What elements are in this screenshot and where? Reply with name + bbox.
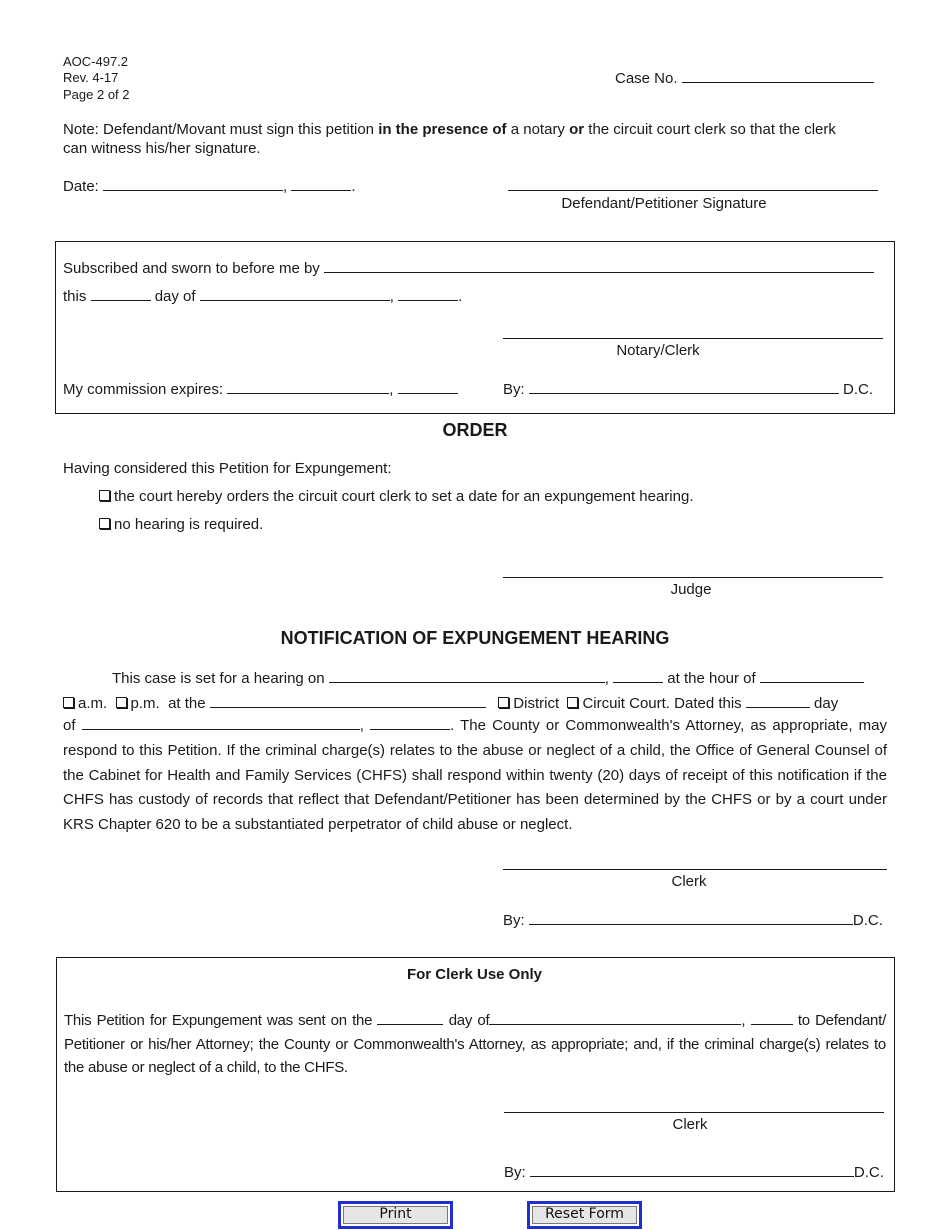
notary-date-line: this day of , . <box>63 288 463 305</box>
hearing-checkbox[interactable] <box>99 490 110 501</box>
clerk-use-label: Clerk <box>672 1116 708 1133</box>
reset-form-button-label: Reset Form <box>532 1206 637 1224</box>
dated-month-input[interactable] <box>82 715 360 730</box>
am-checkbox[interactable] <box>63 697 74 708</box>
date-label: Date: <box>63 178 99 195</box>
hearing-date-line: This case is set for a hearing on , at the hour of <box>112 668 864 687</box>
notary-year-input[interactable] <box>398 286 458 301</box>
year-input[interactable] <box>291 176 351 191</box>
notary-day-input[interactable] <box>91 286 151 301</box>
subscribed-line: Subscribed and sworn to before me by <box>63 258 874 277</box>
commission-date-input[interactable] <box>227 379 389 394</box>
commission-expires-line: My commission expires: , <box>63 379 458 398</box>
clerk-use-by-line: By: D.C. <box>504 1164 884 1181</box>
clerk-use-by-input[interactable] <box>530 1162 854 1177</box>
sent-day-input[interactable] <box>377 1010 443 1025</box>
notary-month-input[interactable] <box>200 286 390 301</box>
reset-form-button[interactable] <box>527 1201 642 1229</box>
circuit-checkbox[interactable] <box>567 697 578 708</box>
order-intro: Having considered this Petition for Expungement: <box>63 460 392 477</box>
hearing-date-input[interactable] <box>329 668 605 683</box>
hearing-details-line: a.m. p.m. at the District Circuit Court. Dated this day <box>63 693 838 712</box>
judge-label: Judge <box>670 581 712 598</box>
page-indicator: Page 2 of 2 <box>63 87 130 102</box>
form-revision: Rev. 4-17 <box>63 70 119 85</box>
print-button-label: Print <box>343 1206 448 1224</box>
commission-year-input[interactable] <box>398 379 458 394</box>
clerk-by-line: By: D.C. <box>503 912 883 929</box>
dated-day-input[interactable] <box>746 693 810 708</box>
notification-body: of , . The County or Commonwealth's Attorney, as appropriate, may respond to this Petition. If the criminal charge(s) relates to the abuse or neglect of a child, the Office of General Counsel of the Cabinet for Health and Family Services (CHFS) shall respond within twenty (20) days of receipt of this notification if the CHFS has custody of records that reflect that Defendant/Petitioner has been determined by the CHFS or by a court under KRS Chapter 620 to be a substantiated perpetrator of child abuse or neglect. <box>63 717 888 834</box>
order-heading: ORDER <box>442 420 508 440</box>
clerk-use-body: This Petition for Expungement was sent on the day of , to Defendant/ Petitioner or his/her Attorney; the County or Commonwealth's Attorney, as appropriate; and, if the criminal charge(s) relates to the abuse or neglect of a child, to the CHFS. <box>64 1012 886 1076</box>
hearing-hour-input[interactable] <box>760 668 864 683</box>
case-number-label: Case No. <box>615 70 678 87</box>
judge-signature-line[interactable] <box>503 577 883 578</box>
petitioner-signature-label: Defendant/Petitioner Signature <box>561 195 767 212</box>
clerk-use-signature-line[interactable] <box>504 1112 884 1113</box>
hearing-year-input[interactable] <box>613 668 663 683</box>
clerk-use-heading: For Clerk Use Only <box>406 966 543 983</box>
signing-note: Note: Defendant/Movant must sign this petition in the presence of a notary or the circuit court clerk so that the clerk can witness his/her signature. <box>63 121 836 157</box>
sent-year-input[interactable] <box>751 1010 793 1025</box>
sent-month-input[interactable] <box>489 1010 741 1025</box>
subscribed-by-input[interactable] <box>324 258 874 273</box>
clerk-signature-line[interactable] <box>503 869 887 870</box>
order-option-hearing: the court hereby orders the circuit court clerk to set a date for an expungement hearing. <box>99 488 694 505</box>
date-field: Date: , . <box>63 178 356 195</box>
petitioner-signature-line[interactable] <box>508 190 878 191</box>
pm-checkbox[interactable] <box>116 697 127 708</box>
notary-signature-line[interactable] <box>503 338 883 339</box>
notification-heading: NOTIFICATION OF EXPUNGEMENT HEARING <box>280 628 670 648</box>
court-location-input[interactable] <box>210 693 486 708</box>
case-number-field <box>615 68 874 87</box>
clerk-by-input[interactable] <box>529 910 853 925</box>
notary-by-input[interactable] <box>529 379 839 394</box>
date-input[interactable] <box>103 176 283 191</box>
no-hearing-checkbox[interactable] <box>99 518 110 529</box>
dated-year-input[interactable] <box>370 715 450 730</box>
print-button[interactable] <box>338 1201 453 1229</box>
case-number-input[interactable] <box>682 68 874 83</box>
form-number: AOC-497.2 <box>63 54 129 69</box>
clerk-label: Clerk <box>671 873 707 890</box>
order-option-no-hearing: no hearing is required. <box>99 516 263 533</box>
notary-clerk-label: Notary/Clerk <box>616 342 700 359</box>
notary-by-line: By: D.C. <box>503 381 874 398</box>
district-checkbox[interactable] <box>498 697 509 708</box>
